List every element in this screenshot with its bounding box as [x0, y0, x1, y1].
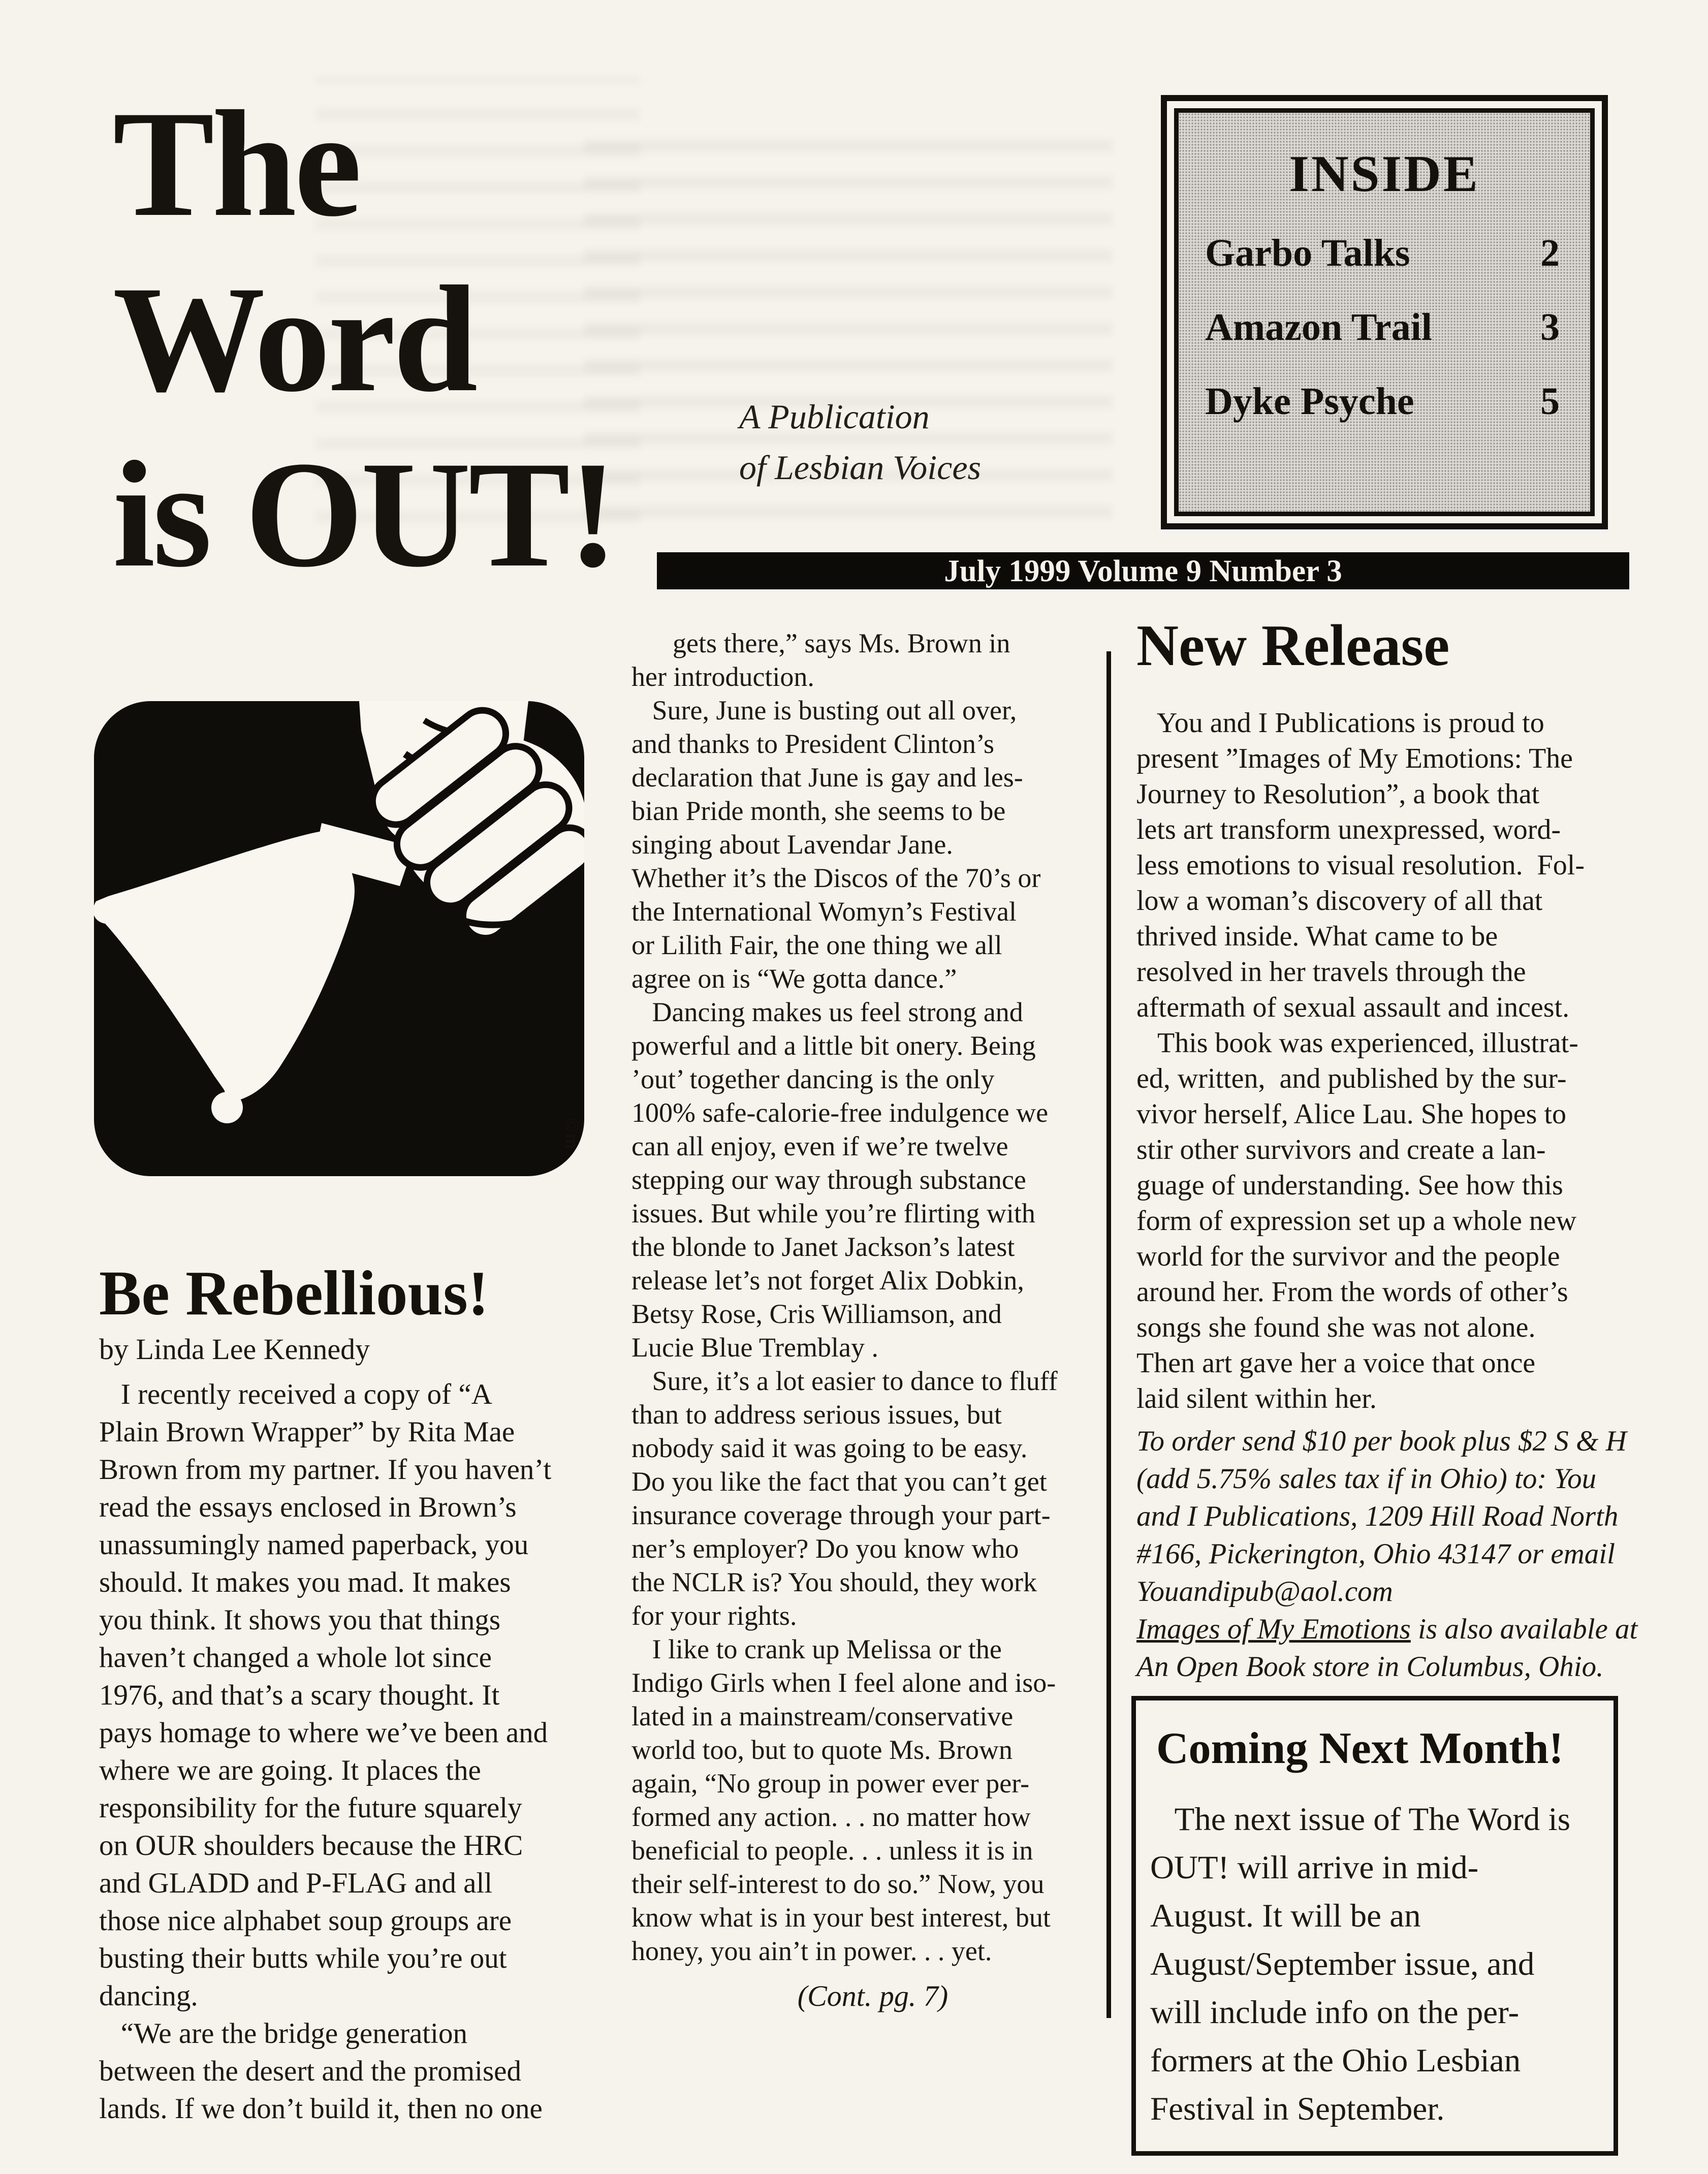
- text-line: the International Womyn’s Festival: [631, 896, 1017, 927]
- text-line: and I Publications, 1209 Hill Road North: [1136, 1500, 1619, 1532]
- text-line: the NCLR is? You should, they work: [631, 1567, 1037, 1597]
- text-line: Whether it’s the Discos of the 70’s or: [631, 863, 1041, 893]
- text-line: stir other survivors and create a lan-: [1136, 1134, 1546, 1165]
- text-line: ’out’ together dancing is the only: [631, 1064, 995, 1094]
- bell-clapper: [211, 1092, 243, 1123]
- order-info-line: [1136, 1611, 1650, 1648]
- toc-label: Garbo Talks: [1205, 232, 1410, 274]
- text-line: where we are going. It places the: [99, 1754, 481, 1786]
- text-line: To order send $10 per book plus $2 S & H: [1136, 1425, 1627, 1457]
- text-line: and thanks to President Clinton’s: [631, 729, 994, 759]
- text-line: will include info on the per-: [1150, 1994, 1520, 2031]
- text-line: Then art gave her a voice that once: [1136, 1347, 1536, 1379]
- text-line: guage of understanding. See how this: [1136, 1170, 1563, 1201]
- toc-label: Dyke Psyche: [1205, 380, 1414, 423]
- text-line: their self-interest to do so.” Now, you: [631, 1869, 1045, 1899]
- issue-date-bar: July 1999 Volume 9 Number 3: [657, 552, 1629, 589]
- text-line: “We are the bridge generation: [99, 2018, 467, 2050]
- text-line: lands. If we don’t build it, then no one: [99, 2093, 543, 2125]
- tagline-line: of Lesbian Voices: [739, 448, 981, 487]
- text-line: thrived inside. What came to be: [1136, 921, 1498, 952]
- article-column-right: [1136, 705, 1650, 1416]
- tagline-line: A Publication: [739, 397, 930, 436]
- masthead-title-line: is OUT!: [113, 430, 616, 598]
- text-line: less emotions to visual resolution. Fol-: [1136, 849, 1585, 881]
- text-line: ner’s employer? Do you know who: [631, 1533, 1019, 1564]
- text-line: August. It will be an: [1150, 1898, 1421, 1934]
- text-line: Plain Brown Wrapper” by Rita Mae: [99, 1416, 515, 1448]
- inside-toc-title: INSIDE: [1289, 145, 1480, 203]
- inside-toc-box: [1161, 95, 1608, 529]
- publication-tagline: [739, 391, 981, 493]
- toc-item: [1205, 304, 1560, 350]
- toc-page-number: 3: [1540, 306, 1560, 349]
- text-line: issues. But while you’re flirting with: [631, 1198, 1035, 1228]
- text-line: you think. It shows you that things: [99, 1604, 501, 1636]
- text-line: I like to crank up Melissa or the: [631, 1634, 1002, 1664]
- text-line: world for the survivor and the people: [1136, 1241, 1560, 1272]
- text-line: should. It makes you mad. It makes: [99, 1566, 511, 1598]
- text-line: world too, but to quote Ms. Brown: [631, 1735, 1013, 1765]
- inside-toc-inner: [1174, 108, 1595, 516]
- text-line: stepping our way through substance: [631, 1164, 1026, 1195]
- text-line: between the desert and the promised: [99, 2055, 521, 2087]
- toc-item: [1205, 379, 1560, 424]
- text-line: singing about Lavendar Jane.: [631, 829, 953, 860]
- text-line: This book was experienced, illustrat-: [1136, 1027, 1578, 1059]
- text-line: Betsy Rose, Cris Williamson, and: [631, 1299, 1002, 1329]
- text-line: the blonde to Janet Jackson’s latest: [631, 1232, 1015, 1262]
- text-line: You and I Publications is proud to: [1136, 707, 1544, 739]
- text-line: lets art transform unexpressed, word-: [1136, 814, 1561, 845]
- text-line: again, “No group in power ever per-: [631, 1768, 1030, 1799]
- column-divider-rule: [1106, 651, 1111, 2018]
- text-line: her introduction.: [631, 661, 814, 692]
- text-line: formers at the Ohio Lesbian: [1150, 2042, 1521, 2079]
- text-line: ed, written, and published by the sur-: [1136, 1063, 1567, 1094]
- text-line: can all enjoy, even if we’re twelve: [631, 1131, 1008, 1161]
- text-line: dancing.: [99, 1980, 198, 2012]
- order-info-block: [1136, 1423, 1650, 1686]
- article-heading-be-rebellious: Be Rebellious!: [99, 1258, 489, 1329]
- text-line: bian Pride month, she seems to be: [631, 796, 1006, 826]
- masthead-title-line: The: [113, 79, 360, 248]
- text-line: Dancing makes us feel strong and: [631, 997, 1023, 1027]
- text-line: 100% safe-calorie-free indulgence we: [631, 1097, 1049, 1128]
- article-column-left: [99, 1376, 638, 2128]
- artist-credit: ©m: [561, 1118, 583, 1151]
- toc-item: [1205, 230, 1560, 276]
- masthead-title: [113, 76, 702, 602]
- order-info-lines: [1136, 1423, 1650, 1611]
- text-line: formed any action. . . no matter how: [631, 1802, 1031, 1832]
- text-line: The next issue of The Word is: [1150, 1801, 1571, 1838]
- text-line: around her. From the words of other’s: [1136, 1276, 1568, 1308]
- text-line: aftermath of sexual assault and incest.: [1136, 992, 1570, 1023]
- text-line: (add 5.75% sales tax if in Ohio) to: You: [1136, 1463, 1597, 1495]
- text-line: honey, you ain’t in power. . . yet.: [631, 1936, 992, 1966]
- text-line: songs she found she was not alone.: [1136, 1312, 1536, 1343]
- article-column-middle: [631, 626, 1114, 1968]
- text-line: Brown from my partner. If you haven’t: [99, 1454, 552, 1486]
- text-line: lated in a mainstream/conservative: [631, 1701, 1014, 1731]
- text-line: Festival in September.: [1150, 2091, 1445, 2127]
- order-line-rest: is also available at: [1410, 1613, 1638, 1645]
- text-line: vivor herself, Alice Lau. She hopes to: [1136, 1098, 1567, 1130]
- continuation-note: (Cont. pg. 7): [797, 1979, 948, 2012]
- text-line: unassumingly named paperback, you: [99, 1529, 529, 1561]
- text-line: Sure, June is busting out all over,: [631, 695, 1017, 726]
- text-line: for your rights.: [631, 1600, 797, 1631]
- text-line: Sure, it’s a lot easier to dance to fluff: [631, 1366, 1058, 1396]
- toc-label: Amazon Trail: [1205, 306, 1432, 349]
- text-line: August/September issue, and: [1150, 1946, 1535, 1982]
- article-heading-new-release: New Release: [1136, 613, 1450, 678]
- text-line: Lucie Blue Tremblay .: [631, 1332, 878, 1363]
- coming-box-heading: Coming Next Month!: [1156, 1724, 1564, 1773]
- text-line: or Lilith Fair, the one thing we all: [631, 930, 1002, 960]
- text-line: those nice alphabet soup groups are: [99, 1905, 512, 1937]
- masthead-title-line: Word: [113, 255, 476, 423]
- text-line: laid silent within her.: [1136, 1383, 1377, 1414]
- text-line: Indigo Girls when I feel alone and iso-: [631, 1667, 1056, 1698]
- text-line: gets there,” says Ms. Brown in: [631, 628, 1010, 658]
- text-line: powerful and a little bit onery. Being: [631, 1030, 1036, 1061]
- toc-page-number: 2: [1540, 232, 1560, 274]
- text-line: present ”Images of My Emotions: The: [1136, 743, 1573, 774]
- toc-page-number: 5: [1540, 380, 1560, 423]
- text-line: declaration that June is gay and les-: [631, 762, 1023, 793]
- coming-next-month-box: [1131, 1696, 1618, 2156]
- text-line: resolved in her travels through the: [1136, 956, 1526, 988]
- inside-toc-items: [1205, 230, 1560, 424]
- text-line: Youandipub@aol.com: [1136, 1576, 1393, 1608]
- book-title-underlined: Images of My Emotions: [1136, 1613, 1411, 1645]
- text-line: #166, Pickerington, Ohio 43147 or email: [1136, 1538, 1615, 1570]
- text-line: release let’s not forget Alix Dobkin,: [631, 1265, 1024, 1296]
- text-line: Journey to Resolution”, a book that: [1136, 778, 1540, 810]
- text-line: low a woman’s discovery of all that: [1136, 885, 1543, 917]
- text-line: on OUR shoulders because the HRC: [99, 1830, 523, 1862]
- text-line: busting their butts while you’re out: [99, 1942, 507, 1974]
- text-line: responsibility for the future squarely: [99, 1792, 522, 1824]
- text-line: Do you like the fact that you can’t get: [631, 1466, 1047, 1497]
- coming-box-text: [1150, 1795, 1614, 2133]
- text-line: and GLADD and P-FLAG and all: [99, 1867, 493, 1899]
- text-line: beneficial to people. . . unless it is in: [631, 1835, 1033, 1866]
- text-line: insurance coverage through your part-: [631, 1500, 1051, 1530]
- text-line: I recently received a copy of “A: [99, 1378, 492, 1410]
- text-line: nobody said it was going to be easy.: [631, 1433, 1028, 1463]
- text-line: 1976, and that’s a scary thought. It: [99, 1679, 500, 1711]
- text-line: haven’t changed a whole lot since: [99, 1642, 492, 1674]
- text-line: know what is in your best interest, but: [631, 1902, 1051, 1933]
- order-info-line: An Open Book store in Columbus, Ohio.: [1136, 1651, 1604, 1683]
- article-byline: by Linda Lee Kennedy: [99, 1333, 370, 1366]
- text-line: agree on is “We gotta dance.”: [631, 963, 957, 994]
- text-line: read the essays enclosed in Brown’s: [99, 1491, 517, 1523]
- text-line: form of expression set up a whole new: [1136, 1205, 1577, 1237]
- bell-hand-graphic: [94, 701, 584, 1176]
- text-line: OUT! will arrive in mid-: [1150, 1849, 1479, 1886]
- text-line: pays homage to where we’ve been and: [99, 1717, 548, 1749]
- text-line: than to address serious issues, but: [631, 1399, 1002, 1430]
